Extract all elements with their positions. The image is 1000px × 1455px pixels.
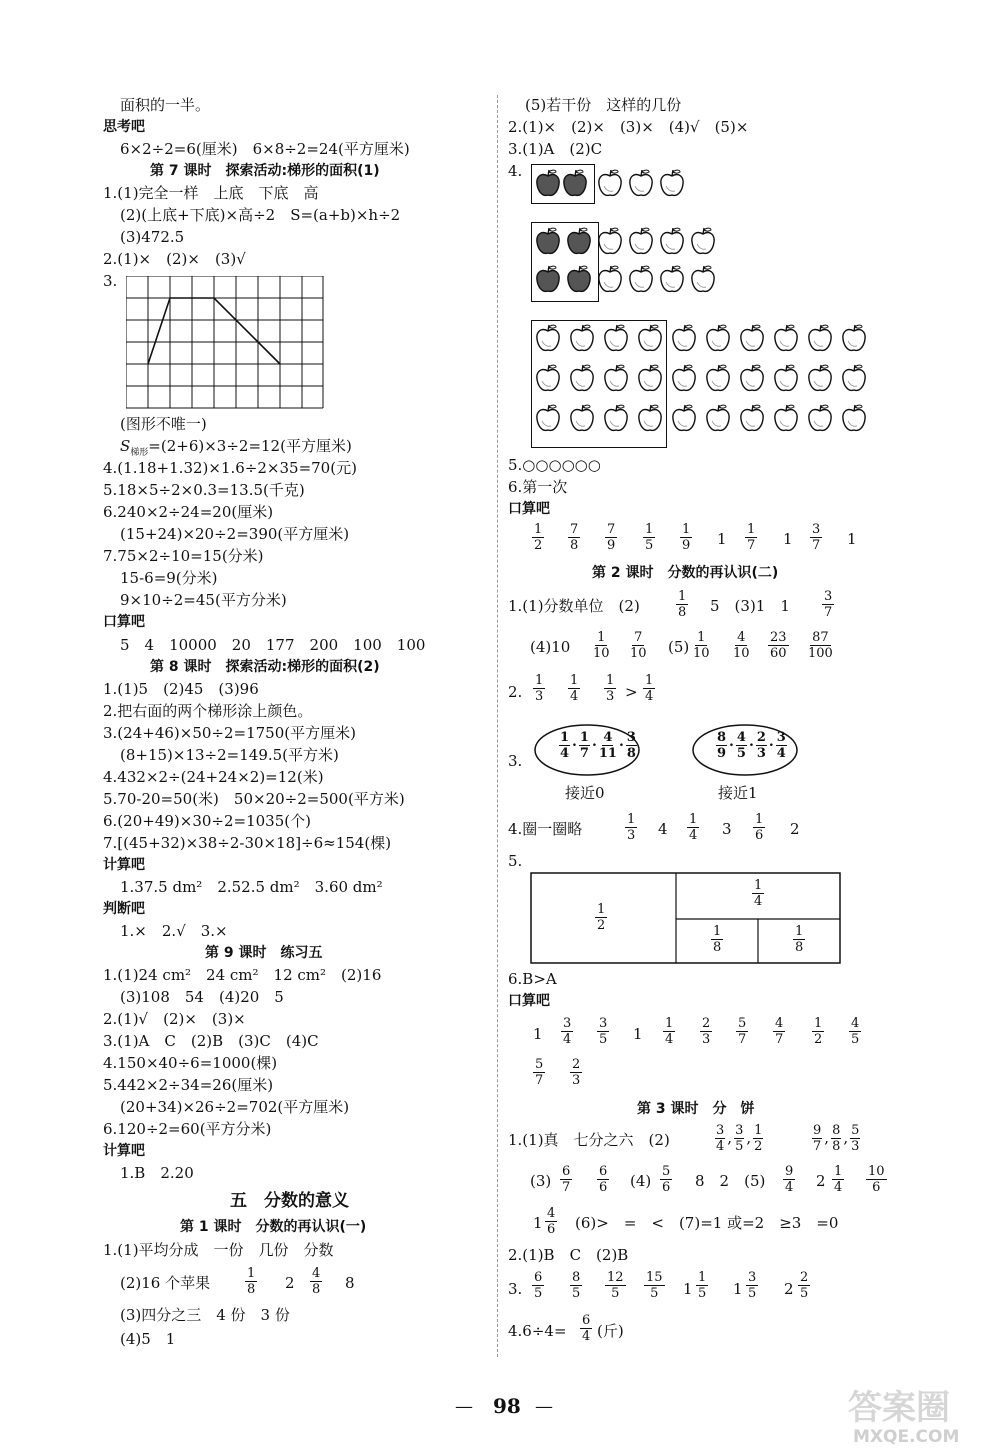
fraction-group: $\frac{8}{9}$ · $\frac{4}{5}$ · $\frac{2}{3}$ · $\frac{3}{4}$ xyxy=(717,730,786,761)
apple-icon xyxy=(773,363,799,393)
apple-icon xyxy=(671,363,697,393)
fraction: 3 7 xyxy=(824,589,833,620)
fraction: 1 4 xyxy=(834,1164,843,1195)
text-line: 8 xyxy=(345,1274,355,1292)
label: 接近0 xyxy=(565,784,605,802)
apple-icon xyxy=(739,363,765,393)
lesson-heading: 第 1 课时 分数的再认识(一) xyxy=(180,1219,367,1235)
fraction: 23 60 xyxy=(770,630,787,661)
section-heading: 思考吧 xyxy=(103,119,145,135)
text-line: (斤) xyxy=(597,1322,624,1340)
text-line: 5.18×5÷2×0.3=13.5(千克) xyxy=(103,481,305,499)
lesson-heading: 第 2 课时 分数的再认识(二) xyxy=(592,565,779,581)
section-heading: 计算吧 xyxy=(103,1143,145,1159)
apple-icon xyxy=(659,264,685,294)
apple-icon xyxy=(739,403,765,433)
fraction: 1 2 xyxy=(814,1016,823,1047)
text-line: (2)16 个苹果 xyxy=(120,1274,211,1292)
fraction: 4 5 xyxy=(851,1016,860,1047)
text-line: 9×10÷2=45(平方分米) xyxy=(120,591,287,609)
text-line: 5 (3)1 1 xyxy=(710,597,790,615)
fraction: 87 100 xyxy=(808,630,833,661)
text-line: 1.(1)24 cm² 24 cm² 12 cm² (2)16 xyxy=(103,966,382,984)
text-line: (15+24)×20÷2=390(平方厘米) xyxy=(120,525,350,543)
text-line: 1 xyxy=(533,1025,543,1043)
text-line: 2.(1)B C (2)B xyxy=(508,1246,629,1264)
fraction: 15 5 xyxy=(646,1270,663,1301)
text-line: 1 xyxy=(683,1280,693,1298)
fraction: 6 5 xyxy=(534,1270,543,1301)
section-heading: 口算吧 xyxy=(508,501,550,517)
fraction: 4 10 xyxy=(733,630,750,661)
fraction: 7 9 xyxy=(607,522,616,553)
fraction: 5 7 xyxy=(738,1016,747,1047)
apple-icon xyxy=(841,403,867,433)
unit-title: 五 分数的意义 xyxy=(230,1191,349,1211)
page-number: 98 xyxy=(493,1394,521,1418)
text-line: 2 xyxy=(285,1274,295,1292)
text-line: 1.B 2.20 xyxy=(120,1164,194,1182)
fraction: 6 6 xyxy=(599,1164,608,1195)
fraction: 3 5 xyxy=(599,1016,608,1047)
trapezoid-grid-figure xyxy=(126,276,326,410)
text-line: 7.[(45+32)×38÷2-30×18]÷6≈154(棵) xyxy=(103,834,392,852)
text-line: (4) xyxy=(630,1172,652,1190)
fraction: 1 4 xyxy=(754,878,763,909)
fraction: 3 7 xyxy=(812,522,821,553)
section-heading: 口算吧 xyxy=(508,993,550,1009)
fraction: 1 8 xyxy=(678,589,687,620)
apple-icon xyxy=(597,264,623,294)
apple-icon xyxy=(773,323,799,353)
text-line: 4 xyxy=(658,820,668,838)
text-line: 6.240×2÷24=20(厘米) xyxy=(103,503,274,521)
text-line: 2.(1)√ (2)× (3)× xyxy=(103,1010,246,1028)
fraction-group: $\frac{1}{4}$ · $\frac{1}{7}$ · $\frac{4}{11}$ · $\frac{3}{8}$ xyxy=(560,730,636,761)
fraction: 1 4 xyxy=(689,812,698,843)
text-line: 7.75×2÷10=15(分米) xyxy=(103,547,264,565)
fraction: 9 4 xyxy=(785,1164,794,1195)
text-line: 5.442×2÷34=26(厘米) xyxy=(103,1076,274,1094)
fraction: 1 5 xyxy=(645,522,654,553)
apple-icon xyxy=(690,226,716,256)
apple-icon xyxy=(841,363,867,393)
apple-icon xyxy=(705,403,731,433)
label: 接近1 xyxy=(718,784,758,802)
fraction: 2 3 xyxy=(572,1057,581,1088)
fraction: 5 7 xyxy=(535,1057,544,1088)
fraction: 1 9 xyxy=(682,522,691,553)
text-line: 1 xyxy=(783,530,793,548)
apple-icon xyxy=(628,168,654,198)
text-line: (3)108 54 (4)20 5 xyxy=(120,988,284,1006)
fraction: 3 4 xyxy=(563,1016,572,1047)
apple-circle-box xyxy=(531,164,595,204)
apple-icon xyxy=(773,403,799,433)
text-line: 1.(1)完全一样 上底 下底 高 xyxy=(103,184,319,202)
text-line: 3. xyxy=(508,1280,523,1298)
apple-icon xyxy=(597,168,623,198)
text-line: (3)472.5 xyxy=(120,228,185,246)
text-line: 6.第一次 xyxy=(508,478,568,496)
apple-icon xyxy=(628,226,654,256)
text-line: 5.○○○○○○ xyxy=(508,456,601,474)
fraction: 7 8 xyxy=(570,522,579,553)
text-line: 3 xyxy=(722,820,732,838)
fraction: 1 4 xyxy=(570,673,579,704)
text-line: 5 4 10000 20 177 200 100 100 xyxy=(120,636,426,654)
fraction: 12 5 xyxy=(607,1270,624,1301)
text-line: 5. xyxy=(508,852,523,870)
apple-icon xyxy=(690,264,716,294)
fraction: 1 2 xyxy=(534,522,543,553)
text-line: 4.(1.18+1.32)×1.6÷2×35=70(元) xyxy=(103,459,357,477)
text-line: 8 2 (5) xyxy=(695,1172,766,1190)
text-line: (3) xyxy=(530,1172,552,1190)
text-line: (2)(上底+下底)×高÷2 S=(a+b)×h÷2 xyxy=(120,206,401,224)
fraction: 2 5 xyxy=(800,1270,809,1301)
fraction: 1 6 xyxy=(755,812,764,843)
watermark-url: MXQE.COM xyxy=(853,1427,960,1447)
text-line: 3.(1)A C (2)B (3)C (4)C xyxy=(103,1032,319,1050)
text-line: 6×2÷2=6(厘米) 6×8÷2=24(平方厘米) xyxy=(120,140,410,158)
footer-dash: — xyxy=(535,1396,553,1417)
fraction: 4 8 xyxy=(312,1266,321,1297)
text-line: (4)5 1 xyxy=(120,1330,176,1348)
text-line: 1.(1)5 (2)45 (3)96 xyxy=(103,680,259,698)
text-line: 4.6÷4= xyxy=(508,1322,567,1340)
apple-icon xyxy=(807,323,833,353)
text-line: 2 xyxy=(784,1280,794,1298)
fraction: 6 4 xyxy=(582,1313,591,1344)
fraction-list: $\frac{3}{4}$ , $\frac{3}{5}$ , $\frac{1}{2}$ xyxy=(716,1123,763,1154)
footer-dash: — xyxy=(455,1396,473,1417)
fraction: 1 8 xyxy=(247,1266,256,1297)
section-heading: 计算吧 xyxy=(103,857,145,873)
fraction: 1 5 xyxy=(698,1270,707,1301)
text-line: 1.(1)平均分成 一份 几份 分数 xyxy=(103,1241,334,1259)
apple-icon xyxy=(807,403,833,433)
text-line: 1 xyxy=(847,530,857,548)
fraction: 7 10 xyxy=(630,630,647,661)
text-line: 6.B>A xyxy=(508,970,557,988)
text-line: 3. xyxy=(508,752,523,770)
section-heading: 口算吧 xyxy=(103,614,145,630)
text-line: $S_{梯形}=(2+6)\times 3\div 2=12$(平方厘米) xyxy=(120,437,352,458)
text-line: 1 xyxy=(533,1214,543,1232)
text-line: (6)> = < (7)=1 或=2 ≥3 =0 xyxy=(575,1214,839,1232)
fraction: 4 7 xyxy=(775,1016,784,1047)
text-line: (8+15)×13÷2=149.5(平方米) xyxy=(120,746,339,764)
apple-icon xyxy=(628,264,654,294)
text-line: 2.(1)× (2)× (3)√ xyxy=(103,250,246,268)
text-line: 1 xyxy=(733,1280,743,1298)
text-line: 2.(1)× (2)× (3)× (4)√ (5)× xyxy=(508,118,749,136)
text-line: 15-6=9(分米) xyxy=(120,569,218,587)
text-line: (20+34)×26÷2=702(平方厘米) xyxy=(120,1098,350,1116)
text-line: 面积的一半。 xyxy=(120,96,211,114)
apple-icon xyxy=(807,363,833,393)
fraction-list: $\frac{9}{7}$ , $\frac{8}{8}$ , $\frac{5}{3}$ xyxy=(813,1123,860,1154)
fraction: 6 7 xyxy=(562,1164,571,1195)
text-line: 6.120÷2=60(平方分米) xyxy=(103,1120,272,1138)
text-line: (图形不唯一) xyxy=(120,415,207,433)
column-divider xyxy=(497,95,498,1357)
lesson-heading: 第 3 课时 分 饼 xyxy=(637,1101,755,1117)
apple-icon xyxy=(705,363,731,393)
fraction: 1 2 xyxy=(597,902,606,933)
lesson-heading: 第 7 课时 探索活动:梯形的面积(1) xyxy=(150,163,380,179)
text-line: 1.(1)分数单位 (2) xyxy=(508,597,640,615)
fraction: 1 7 xyxy=(747,522,756,553)
apple-circle-box xyxy=(531,222,599,302)
text-line: 2.把右面的两个梯形涂上颜色。 xyxy=(103,702,313,720)
fraction: 1 10 xyxy=(693,630,710,661)
text-line: (4)10 xyxy=(530,638,571,656)
text-line: > xyxy=(625,683,638,701)
text-line: 1.37.5 dm² 2.52.5 dm² 3.60 dm² xyxy=(120,878,383,896)
text-line: (5)若干份 这样的几份 xyxy=(525,96,682,114)
watermark-logo: 答案圈 xyxy=(848,1388,950,1428)
fraction: 2 3 xyxy=(702,1016,711,1047)
lesson-heading: 第 9 课时 练习五 xyxy=(205,945,323,961)
text-line: 4.圈一圈略 xyxy=(508,820,583,838)
apple-icon xyxy=(705,323,731,353)
text-line: 1.(1)真 七分之六 (2) xyxy=(508,1131,670,1149)
fraction: 5 6 xyxy=(662,1164,671,1195)
fraction: 4 6 xyxy=(547,1206,556,1237)
fraction: 1 8 xyxy=(795,924,804,955)
text-line: 5.70-20=50(米) 50×20÷2=500(平方米) xyxy=(103,790,405,808)
text-line: 1 xyxy=(717,530,727,548)
text-line: 4. xyxy=(508,162,523,180)
apple-icon xyxy=(659,168,685,198)
fraction: 1 10 xyxy=(593,630,610,661)
apple-icon xyxy=(739,323,765,353)
fraction: 1 4 xyxy=(645,673,654,704)
apple-icon xyxy=(671,323,697,353)
text-line: 3. xyxy=(103,272,118,290)
fraction: 8 5 xyxy=(572,1270,581,1301)
fraction: 1 3 xyxy=(627,812,636,843)
fraction: 10 6 xyxy=(868,1164,885,1195)
fraction: 3 5 xyxy=(748,1270,757,1301)
apple-icon xyxy=(671,403,697,433)
text-line: 1.× 2.√ 3.× xyxy=(120,922,228,940)
text-line: (5) xyxy=(668,638,690,656)
fraction: 1 3 xyxy=(535,673,544,704)
text-line: 1 xyxy=(633,1025,643,1043)
text-line: 2. xyxy=(508,683,523,701)
apple-circle-box xyxy=(531,320,667,448)
text-line: 4.432×2÷(24+24×2)=12(米) xyxy=(103,768,324,786)
text-line: (3)四分之三 4 份 3 份 xyxy=(120,1306,290,1324)
text-line: 3.(24+46)×50÷2=1750(平方厘米) xyxy=(103,724,356,742)
text-line: 2 xyxy=(816,1172,826,1190)
lesson-heading: 第 8 课时 探索活动:梯形的面积(2) xyxy=(150,659,380,675)
apple-icon xyxy=(841,323,867,353)
section-heading: 判断吧 xyxy=(103,901,145,917)
text-line: 3.(1)A (2)C xyxy=(508,140,603,158)
fraction: 1 4 xyxy=(665,1016,674,1047)
fraction: 1 8 xyxy=(713,924,722,955)
fraction: 1 3 xyxy=(606,673,615,704)
text-line: 4.150×40÷6=1000(棵) xyxy=(103,1054,278,1072)
text-line: 6.(20+49)×30÷2=1035(个) xyxy=(103,812,311,830)
apple-icon xyxy=(597,226,623,256)
apple-icon xyxy=(659,226,685,256)
text-line: 2 xyxy=(790,820,800,838)
